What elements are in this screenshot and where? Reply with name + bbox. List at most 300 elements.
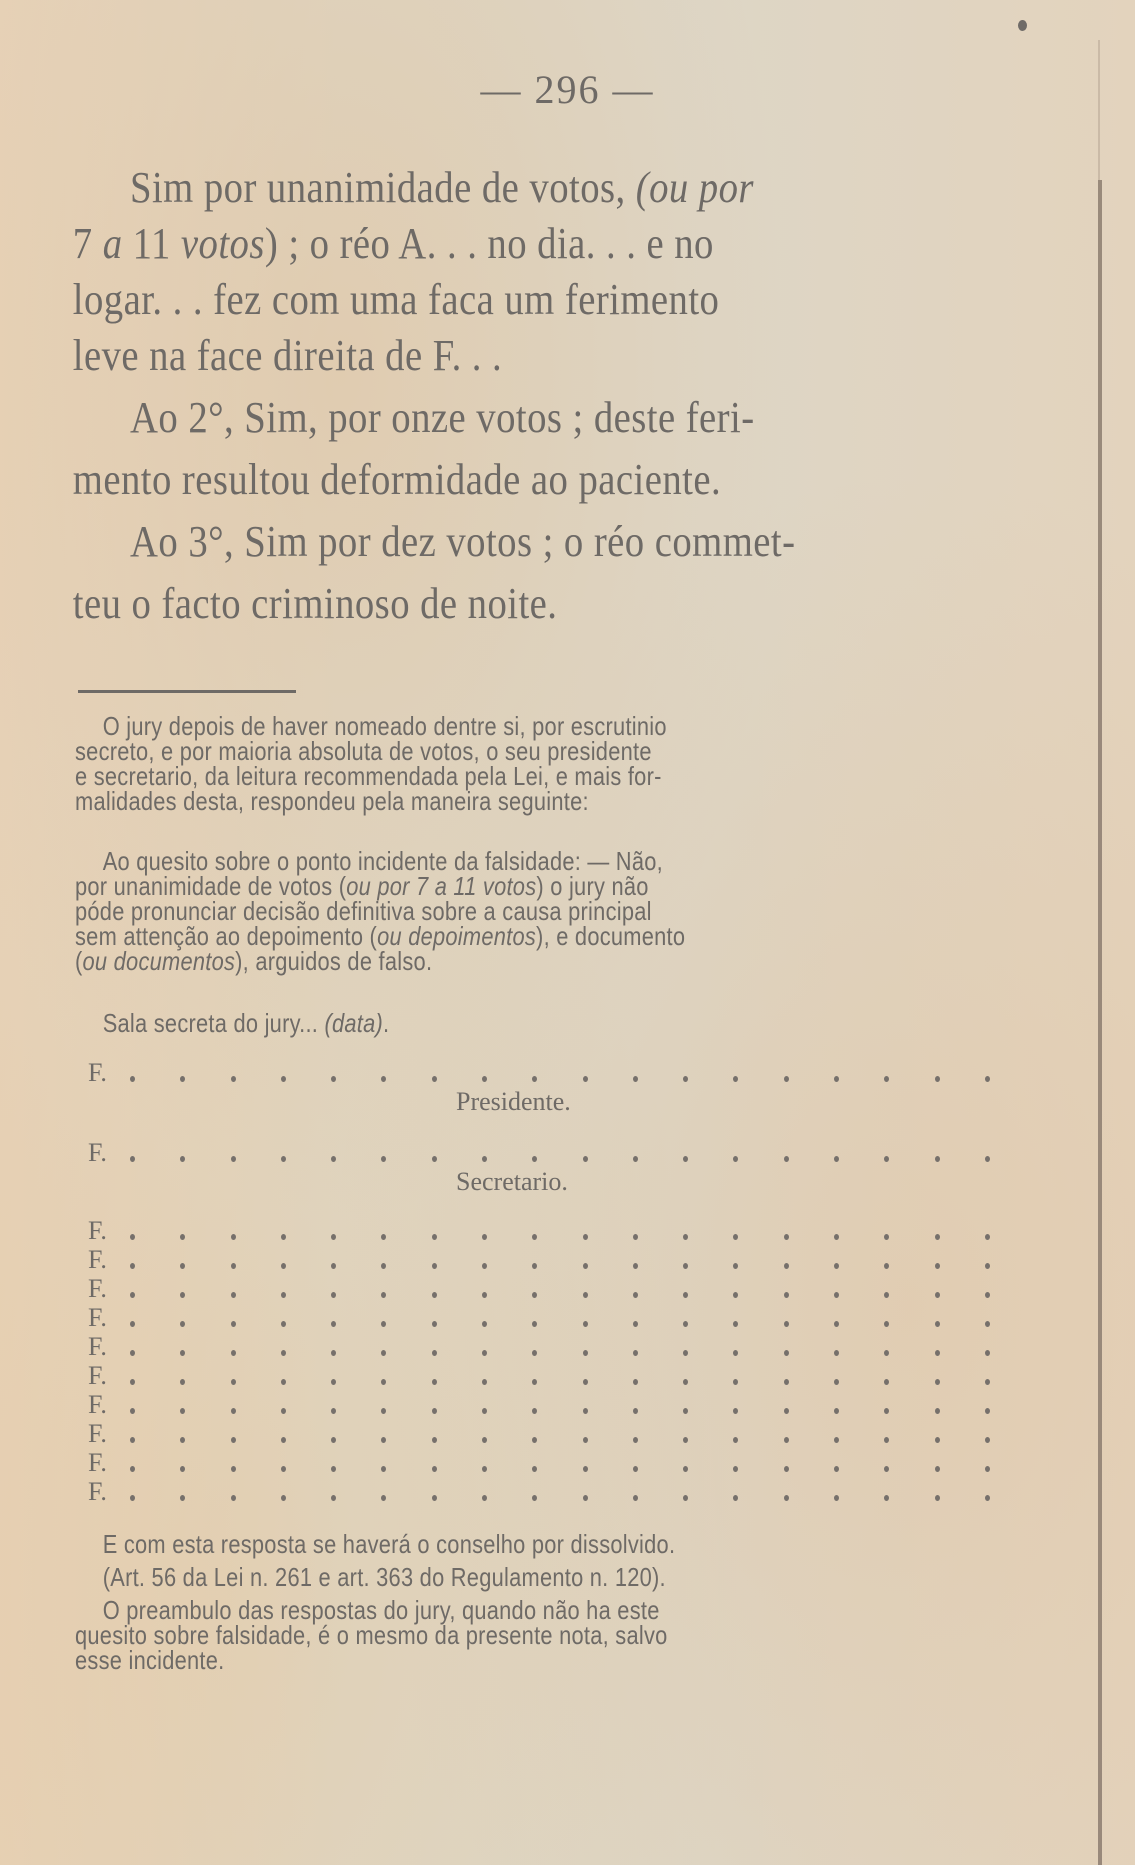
leader-dot <box>884 1379 889 1385</box>
leader-dot <box>482 1379 487 1385</box>
leader-dot <box>633 1234 638 1240</box>
leader-dot <box>281 1156 286 1162</box>
main-line-3: logar. . . fez com uma faca um ferimento <box>72 275 720 324</box>
leader-dot <box>784 1076 789 1082</box>
leader-dot <box>482 1156 487 1162</box>
text-run: ), e documento <box>536 921 686 951</box>
leader-dot <box>884 1437 889 1443</box>
leader-dot <box>935 1437 940 1443</box>
leader-dot <box>381 1156 386 1162</box>
footnote-paragraph-1 <box>75 711 949 816</box>
leader-dot <box>633 1156 638 1162</box>
dotted-leader <box>130 1058 990 1082</box>
leader-dot <box>281 1076 286 1082</box>
page-number: — 296 — <box>480 67 655 112</box>
leader-dot <box>633 1495 638 1501</box>
leader-dot <box>532 1408 537 1414</box>
leader-dot <box>432 1156 437 1162</box>
italic-run: ou depoimentos <box>377 921 537 951</box>
dotted-leader <box>130 1448 990 1472</box>
leader-dot <box>985 1321 990 1327</box>
italic-run: ou documentos <box>82 946 236 976</box>
leader-dot <box>381 1321 386 1327</box>
leader-dot <box>784 1156 789 1162</box>
leader-dot <box>381 1234 386 1240</box>
leader-dot <box>331 1156 336 1162</box>
signature-line <box>88 1274 988 1303</box>
leader-dot <box>683 1234 688 1240</box>
text-run: por unanimidade de votos ( <box>75 871 347 901</box>
leader-dot <box>784 1234 789 1240</box>
leader-dot <box>482 1466 487 1472</box>
leader-dot <box>633 1408 638 1414</box>
leader-dot <box>935 1408 940 1414</box>
leader-dot <box>281 1321 286 1327</box>
main-line-2 <box>73 216 896 272</box>
leader-dot <box>130 1234 135 1240</box>
leader-dot <box>583 1234 588 1240</box>
leader-dot <box>331 1076 336 1082</box>
leader-dot <box>130 1156 135 1162</box>
leader-dot <box>985 1350 990 1356</box>
footnote-line <box>75 946 949 976</box>
leader-dot <box>281 1234 286 1240</box>
signature-name-placeholder: F. <box>88 1419 107 1448</box>
leader-dot <box>733 1466 738 1472</box>
leader-dot <box>985 1234 990 1240</box>
dotted-leader <box>130 1303 990 1327</box>
italic-run: (data) <box>324 1008 384 1038</box>
leader-dot <box>432 1437 437 1443</box>
leader-dot <box>733 1495 738 1501</box>
leader-dot <box>935 1321 940 1327</box>
leader-dot <box>180 1234 185 1240</box>
leader-dot <box>834 1076 839 1082</box>
secretario-label: Secretario. <box>456 1167 568 1196</box>
signature-line <box>88 1332 988 1361</box>
leader-dot <box>281 1379 286 1385</box>
leader-dot <box>985 1156 990 1162</box>
leader-dot <box>733 1379 738 1385</box>
signature-name-placeholder: F. <box>88 1216 107 1245</box>
main-line-8: teu o facto criminoso de noite. <box>72 579 558 628</box>
leader-dot <box>281 1437 286 1443</box>
leader-dot <box>985 1466 990 1472</box>
leader-dot <box>784 1321 789 1327</box>
leader-dot <box>331 1234 336 1240</box>
signature-name-placeholder: F. <box>88 1448 107 1477</box>
leader-dot <box>985 1437 990 1443</box>
leader-dot <box>985 1263 990 1269</box>
footnote-line: O preambulo das respostas do jury, quando não ha este <box>102 1595 660 1625</box>
leader-dot <box>432 1408 437 1414</box>
text-run: Sim por unanimidade de votos, <box>130 163 636 212</box>
leader-dot <box>633 1379 638 1385</box>
leader-dot <box>231 1076 236 1082</box>
footnote-line: esse incidente. <box>75 1645 225 1675</box>
footnote-line: E com esta resposta se haverá o conselho por dissolvido. <box>102 1529 676 1559</box>
dotted-leader <box>130 1274 990 1298</box>
leader-dot <box>935 1466 940 1472</box>
leader-dot <box>733 1156 738 1162</box>
text-run: ) o jury não <box>536 871 649 901</box>
leader-dot <box>733 1408 738 1414</box>
dotted-leader <box>130 1361 990 1385</box>
leader-dot <box>583 1156 588 1162</box>
leader-dot <box>180 1379 185 1385</box>
leader-dot <box>130 1437 135 1443</box>
leader-dot <box>884 1234 889 1240</box>
dotted-leader <box>130 1138 990 1162</box>
leader-dot <box>733 1437 738 1443</box>
leader-dot <box>180 1156 185 1162</box>
leader-dot <box>231 1408 236 1414</box>
leader-dot <box>231 1234 236 1240</box>
leader-dot <box>884 1466 889 1472</box>
leader-dot <box>884 1408 889 1414</box>
leader-dot <box>935 1495 940 1501</box>
leader-dot <box>180 1437 185 1443</box>
leader-dot <box>432 1076 437 1082</box>
leader-dot <box>834 1234 839 1240</box>
leader-dot <box>884 1321 889 1327</box>
leader-dot <box>432 1350 437 1356</box>
leader-dot <box>935 1263 940 1269</box>
leader-dot <box>381 1495 386 1501</box>
leader-dot <box>482 1263 487 1269</box>
leader-dot <box>935 1292 940 1298</box>
leader-dot <box>381 1437 386 1443</box>
leader-dot <box>432 1495 437 1501</box>
footnote-line: (Art. 56 da Lei n. 261 e art. 363 do Regulamento n. 120). <box>102 1562 666 1592</box>
leader-dot <box>583 1495 588 1501</box>
leader-dot <box>985 1292 990 1298</box>
footnote-line: O jury depois de haver nomeado dentre si, por escrutinio <box>102 711 667 741</box>
leader-dot <box>231 1437 236 1443</box>
leader-dot <box>834 1408 839 1414</box>
leader-dot <box>834 1321 839 1327</box>
leader-dot <box>331 1408 336 1414</box>
main-line-4: leve na face direita de F. . . <box>72 331 503 380</box>
leader-dot <box>231 1321 236 1327</box>
leader-dot <box>180 1408 185 1414</box>
signature-name-placeholder: F. <box>88 1361 107 1390</box>
dotted-leader <box>130 1477 990 1501</box>
leader-dot <box>884 1156 889 1162</box>
signature-name-placeholder: F. <box>88 1303 107 1332</box>
leader-dot <box>733 1234 738 1240</box>
leader-dot <box>834 1350 839 1356</box>
leader-dot <box>482 1437 487 1443</box>
footnote-line: póde pronunciar decisão definitiva sobre a causa principal <box>75 896 652 926</box>
leader-dot <box>834 1292 839 1298</box>
signature-name-placeholder: F. <box>88 1138 107 1167</box>
signature-name-placeholder: F. <box>88 1274 107 1303</box>
leader-dot <box>331 1321 336 1327</box>
leader-dot <box>482 1495 487 1501</box>
leader-dot <box>231 1495 236 1501</box>
leader-dot <box>231 1379 236 1385</box>
leader-dot <box>482 1292 487 1298</box>
leader-dot <box>130 1321 135 1327</box>
signature-name-placeholder: F. <box>88 1390 107 1419</box>
leader-dot <box>784 1466 789 1472</box>
leader-dot <box>381 1379 386 1385</box>
leader-dot <box>281 1408 286 1414</box>
signature-name-placeholder: F. <box>88 1245 107 1274</box>
leader-dot <box>633 1437 638 1443</box>
leader-dot <box>532 1437 537 1443</box>
leader-dot <box>733 1263 738 1269</box>
leader-dot <box>532 1263 537 1269</box>
leader-dot <box>381 1466 386 1472</box>
leader-dot <box>482 1076 487 1082</box>
leader-dot <box>532 1234 537 1240</box>
leader-dot <box>381 1350 386 1356</box>
leader-dot <box>985 1495 990 1501</box>
leader-dot <box>683 1263 688 1269</box>
signature-name-placeholder: F. <box>88 1332 107 1361</box>
leader-dot <box>331 1292 336 1298</box>
leader-dot <box>130 1466 135 1472</box>
text-run: . <box>383 1008 390 1038</box>
dotted-leader <box>130 1245 990 1269</box>
leader-dot <box>583 1408 588 1414</box>
leader-dot <box>381 1263 386 1269</box>
leader-dot <box>532 1156 537 1162</box>
leader-dot <box>482 1350 487 1356</box>
presidente-label: Presidente. <box>456 1087 571 1116</box>
leader-dot <box>884 1495 889 1501</box>
leader-dot <box>683 1408 688 1414</box>
leader-dot <box>180 1466 185 1472</box>
leader-dot <box>633 1263 638 1269</box>
footnote-line: quesito sobre falsidade, é o mesmo da presente nota, salvo <box>75 1620 668 1650</box>
main-paragraph <box>72 160 896 632</box>
leader-dot <box>784 1408 789 1414</box>
leader-dot <box>130 1076 135 1082</box>
footnote-separator <box>78 690 296 693</box>
leader-dot <box>583 1292 588 1298</box>
leader-dot <box>482 1234 487 1240</box>
text-run: sem attenção ao depoimento ( <box>75 921 378 951</box>
text-run: Sala secreta do jury... <box>102 1008 325 1038</box>
leader-dot <box>583 1076 588 1082</box>
leader-dot <box>180 1321 185 1327</box>
leader-dot <box>683 1495 688 1501</box>
footnote-line <box>75 1008 949 1038</box>
leader-dot <box>231 1263 236 1269</box>
leader-dot <box>432 1234 437 1240</box>
leader-dot <box>733 1350 738 1356</box>
leader-dot <box>884 1076 889 1082</box>
signature-line <box>88 1361 988 1390</box>
leader-dot <box>583 1466 588 1472</box>
leader-dot <box>180 1350 185 1356</box>
italic-run: votos <box>180 219 265 268</box>
leader-dot <box>784 1263 789 1269</box>
leader-dot <box>583 1437 588 1443</box>
leader-dot <box>281 1495 286 1501</box>
leader-dot <box>532 1379 537 1385</box>
leader-dot <box>381 1292 386 1298</box>
leader-dot <box>281 1263 286 1269</box>
leader-dot <box>834 1466 839 1472</box>
italic-run: (ou por <box>635 163 754 212</box>
page-edge-line <box>1098 180 1102 1865</box>
leader-dot <box>834 1437 839 1443</box>
leader-dot <box>482 1321 487 1327</box>
main-line-5: Ao 2°, Sim, por onze votos ; deste feri- <box>130 393 755 442</box>
dotted-leader <box>130 1419 990 1443</box>
leader-dot <box>432 1466 437 1472</box>
leader-dot <box>834 1263 839 1269</box>
footnote-paragraph-2 <box>75 846 949 976</box>
main-line-1 <box>130 160 896 216</box>
leader-dot <box>935 1076 940 1082</box>
leader-dot <box>834 1379 839 1385</box>
leader-dot <box>331 1350 336 1356</box>
leader-dot <box>583 1379 588 1385</box>
leader-dot <box>231 1350 236 1356</box>
ink-spot <box>1018 20 1027 31</box>
leader-dot <box>784 1350 789 1356</box>
leader-dot <box>180 1076 185 1082</box>
dotted-leader <box>130 1332 990 1356</box>
leader-dot <box>985 1379 990 1385</box>
leader-dot <box>733 1292 738 1298</box>
dotted-leader <box>130 1390 990 1414</box>
leader-dot <box>532 1292 537 1298</box>
leader-dot <box>784 1379 789 1385</box>
leader-dot <box>331 1437 336 1443</box>
leader-dot <box>784 1495 789 1501</box>
leader-dot <box>231 1292 236 1298</box>
leader-dot <box>935 1234 940 1240</box>
leader-dot <box>733 1076 738 1082</box>
leader-dot <box>683 1350 688 1356</box>
leader-dot <box>532 1321 537 1327</box>
footnote-line: malidades desta, respondeu pela maneira seguinte: <box>75 786 589 816</box>
signature-name-placeholder: F. <box>88 1477 107 1506</box>
main-line-7: Ao 3°, Sim por dez votos ; o réo commet- <box>130 517 796 566</box>
leader-dot <box>733 1321 738 1327</box>
leader-dot <box>935 1350 940 1356</box>
leader-dot <box>683 1379 688 1385</box>
leader-dot <box>331 1263 336 1269</box>
leader-dot <box>884 1263 889 1269</box>
main-line-6: mento resultou deformidade ao paciente. <box>72 455 722 504</box>
signature-line <box>88 1390 988 1419</box>
leader-dot <box>130 1263 135 1269</box>
leader-dot <box>784 1292 789 1298</box>
leader-dot <box>884 1292 889 1298</box>
leader-dot <box>633 1466 638 1472</box>
leader-dot <box>130 1379 135 1385</box>
leader-dot <box>985 1408 990 1414</box>
leader-dot <box>130 1495 135 1501</box>
signature-line <box>88 1216 988 1245</box>
leader-dot <box>281 1292 286 1298</box>
closing-paragraph <box>75 1529 949 1675</box>
leader-dot <box>683 1321 688 1327</box>
leader-dot <box>683 1437 688 1443</box>
leader-dot <box>683 1292 688 1298</box>
text-run: 7 <box>72 219 103 268</box>
leader-dot <box>583 1321 588 1327</box>
leader-dot <box>231 1156 236 1162</box>
presidente-row <box>88 1087 988 1116</box>
signature-line <box>88 1138 988 1167</box>
leader-dot <box>130 1350 135 1356</box>
leader-dot <box>683 1156 688 1162</box>
signature-line <box>88 1303 988 1332</box>
leader-dot <box>935 1379 940 1385</box>
leader-dot <box>381 1408 386 1414</box>
leader-dot <box>331 1466 336 1472</box>
leader-dot <box>432 1263 437 1269</box>
leader-dot <box>130 1292 135 1298</box>
signature-line <box>88 1477 988 1506</box>
leader-dot <box>683 1076 688 1082</box>
signature-line <box>88 1419 988 1448</box>
leader-dot <box>784 1437 789 1443</box>
footnote-line: e secretario, da leitura recommendada pela Lei, e mais for- <box>75 761 662 791</box>
leader-dot <box>432 1379 437 1385</box>
dotted-leader <box>130 1216 990 1240</box>
leader-dot <box>633 1350 638 1356</box>
footnote-line: secreto, e por maioria absoluta de votos, o seu presidente <box>75 736 652 766</box>
text-run: 11 <box>122 219 181 268</box>
leader-dot <box>381 1076 386 1082</box>
signature-name-placeholder: F. <box>88 1058 107 1087</box>
sala-secreta-line <box>75 1008 949 1038</box>
leader-dot <box>281 1350 286 1356</box>
leader-dot <box>281 1466 286 1472</box>
leader-dot <box>583 1350 588 1356</box>
signature-line <box>88 1058 988 1087</box>
leader-dot <box>683 1466 688 1472</box>
leader-dot <box>834 1156 839 1162</box>
leader-dot <box>532 1466 537 1472</box>
leader-dot <box>130 1408 135 1414</box>
leader-dot <box>633 1292 638 1298</box>
leader-dot <box>633 1321 638 1327</box>
signature-line <box>88 1245 988 1274</box>
footnote-line: Ao quesito sobre o ponto incidente da falsidade: — Não, <box>102 846 663 876</box>
leader-dot <box>935 1156 940 1162</box>
leader-dot <box>331 1495 336 1501</box>
leader-dot <box>180 1292 185 1298</box>
leader-dot <box>583 1263 588 1269</box>
leader-dot <box>331 1379 336 1385</box>
secretario-row <box>88 1167 988 1196</box>
italic-run: ou por 7 a 11 votos <box>346 871 537 901</box>
leader-dot <box>180 1263 185 1269</box>
leader-dot <box>482 1408 487 1414</box>
text-run: ) ; o réo A. . . no dia. . . e no <box>264 219 714 268</box>
leader-dot <box>633 1076 638 1082</box>
text-run: ( <box>75 946 83 976</box>
leader-dot <box>985 1076 990 1082</box>
text-run: ), arguidos de falso. <box>235 946 433 976</box>
leader-dot <box>432 1292 437 1298</box>
leader-dot <box>432 1321 437 1327</box>
leader-dot <box>532 1350 537 1356</box>
leader-dot <box>532 1495 537 1501</box>
leader-dot <box>532 1076 537 1082</box>
leader-dot <box>884 1350 889 1356</box>
